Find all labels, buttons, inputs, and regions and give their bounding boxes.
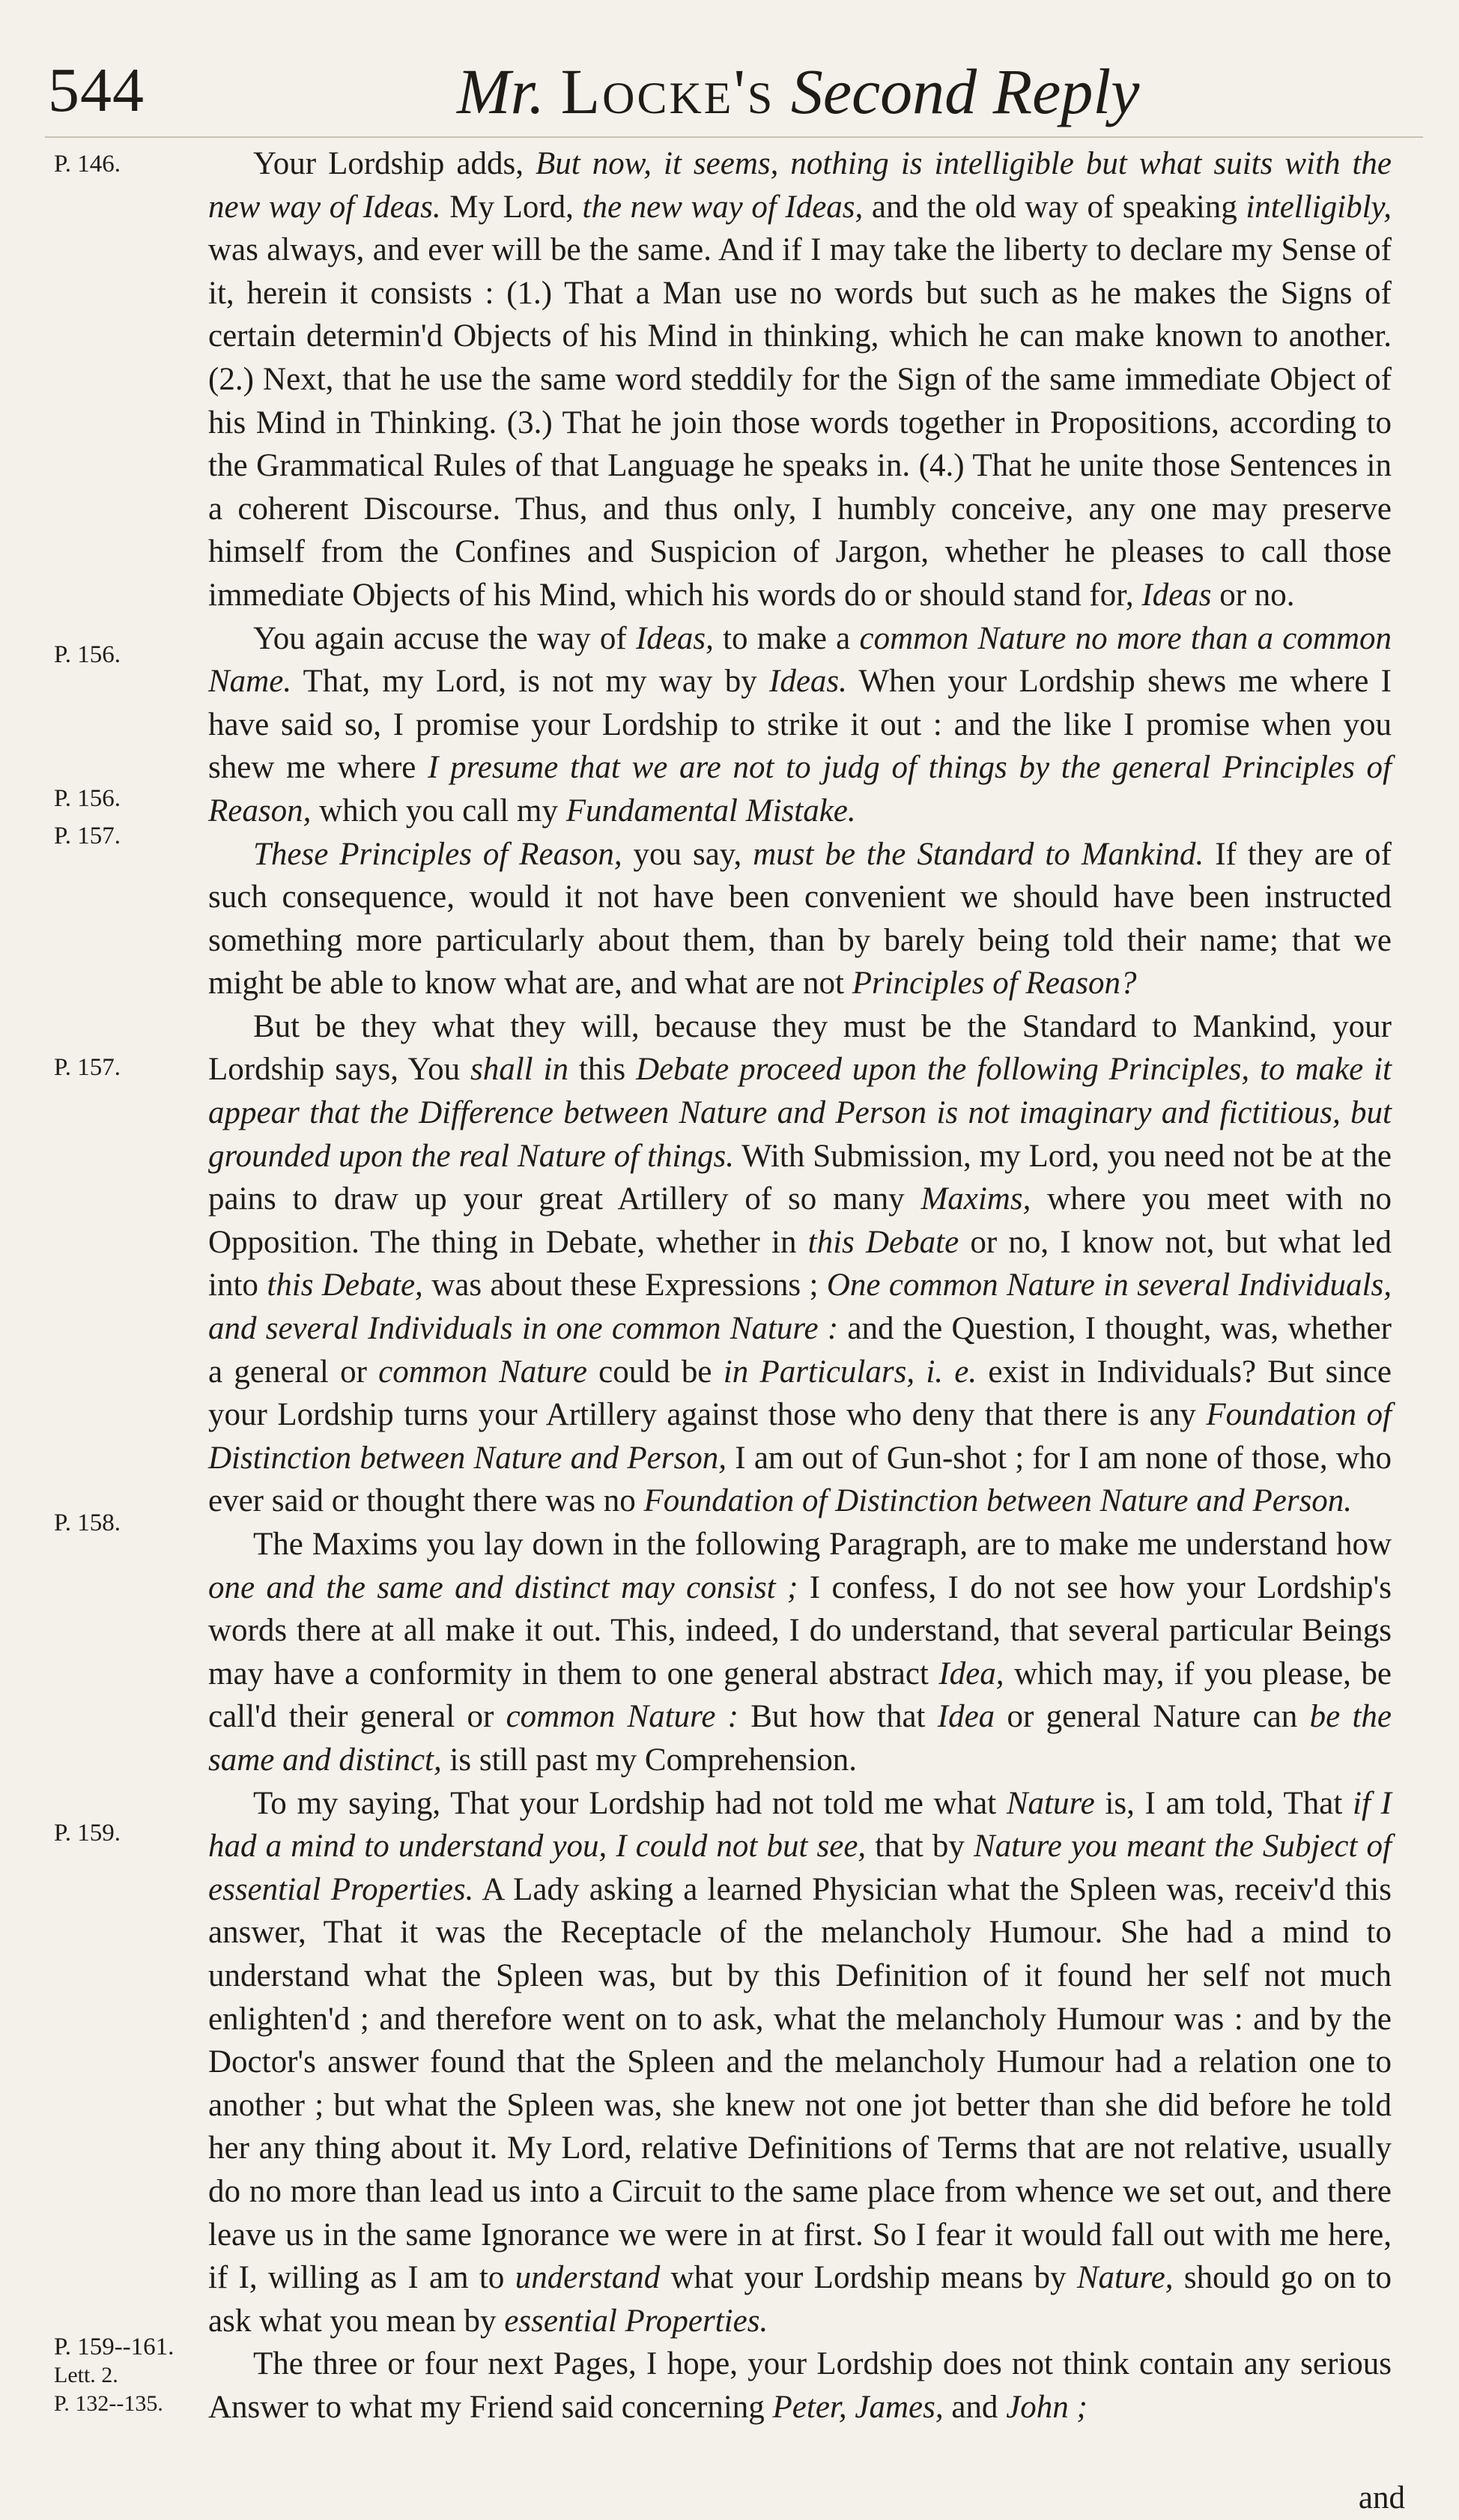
body-text [208, 142, 1392, 2429]
margin-ref: P. 156. [54, 785, 121, 812]
margin-ref: P. 159--161. [54, 2333, 175, 2360]
paragraph: The Maxims you lay down in the following Paragraph, are to make me understand how one and the same and distinct may consist ; I confess, I do not see how your Lordship's words there at all make it out. This, indeed, I do understand, that several particular Beings may have a conformity in them to one general abstract Idea, which may, if you please, be call'd their general or common Nature : But how that Idea or general Nature can be the same and distinct, is still past my Comprehension. [208, 1527, 1392, 1778]
paragraph: The three or four next Pages, I hope, your Lordship does not think contain any serious Answer to what my Friend said concerning Peter, James, and John ; [208, 2346, 1392, 2425]
paragraph: These Principles of Reason, you say, must be the Standard to Mankind. If they are of such consequence, would it not have been convenient we should have been instructed something more particularly about them, than by barely being told their name; that we might be able to know what are, and what are not Principles of Reason? [208, 836, 1392, 1002]
margin-ref: P. 157. [54, 823, 121, 849]
running-title [457, 54, 1139, 129]
margin-ref: P. 158. [54, 1509, 121, 1536]
margin-ref: Lett. 2. [54, 2363, 118, 2387]
page-number: 544 [48, 55, 145, 125]
header-rule [45, 136, 1423, 138]
title-prefix: Mr. [457, 55, 545, 127]
paragraph: You again accuse the way of Ideas, to make a common Nature no more than a common Name. That, my Lord, is not my way by Ideas. When your Lordship shews me where I have said so, I promise your Lordship to strike it out : and the like I promise when you shew me where I presume that we are not to judg of things by the general Principles of Reason, which you call my Fundamental Mistake. [208, 620, 1392, 829]
margin-ref: P. 157. [54, 1054, 121, 1081]
margin-ref: P. 159. [54, 1820, 121, 1847]
margin-ref: P. 132--135. [54, 2391, 163, 2416]
title-rest: Second Reply [790, 55, 1140, 127]
paragraph: To my saying, That your Lordship had not told me what Nature is, I am told, That if I had a mind to understand you, I could not but see, that by Nature you meant the Subject of essential Properties. A Lady asking a learned Physician what the Spleen was, receiv'd this answer, That it was the Receptacle of the melancholy Humour. She had a mind to understand what the Spleen was, but by this Definition of it found her self not much enlighten'd ; and therefore went on to ask, what the melancholy Humour was : and by the Doctor's answer found that the Spleen and the melancholy Humour had a relation one to another ; but what the Spleen was, she knew not one jot better than she did before he told her any thing about it. My Lord, relative Definitions of Terms that are not relative, usually do no more than lead us into a Circuit to the same place from whence we set out, and there leave us in the same Ignorance we were in at first. So I fear it would fall out with me here, if I, willing as I am to understand what your Lordship means by Nature, should go on to ask what you mean by essential Properties. [208, 1785, 1392, 2339]
catchword: and [1358, 2480, 1405, 2516]
paragraph: But be they what they will, because they must be the Standard to Mankind, your Lordship says, You shall in this Debate proceed upon the following Principles, to make it appear that the Difference between Nature and Person is not imaginary and fictitious, but grounded upon the real Nature of things. With Submission, my Lord, you need not be at the pains to draw up your great Artillery of so many Maxims, where you meet with no Opposition. The thing in Debate, whether in this Debate or no, I know not, but what led into this Debate, was about these Expressions ; One common Nature in several Individuals, and several Individuals in one common Nature : and the Question, I thought, was, whether a general or common Nature could be in Particulars, i. e. exist in Individuals? But since your Lordship turns your Artillery against those who deny that there is any Foundation of Distinction between Nature and Person, I am out of Gun-shot ; for I am none of those, who ever said or thought there was no Foundation of Distinction between Nature and Person. [208, 1008, 1392, 1519]
title-name: Locke's [560, 55, 775, 127]
paragraph: Your Lordship adds, But now, it seems, nothing is intelligible but what suits with the new way of Ideas. My Lord, the new way of Ideas, and the old way of speaking intelligibly, was always, and ever will be the same. And if I may take the liberty to declare my Sense of it, herein it consists : (1.) That a Man use no words but such as he makes the Signs of certain determin'd Objects of his Mind in thinking, which he can make known to another. (2.) Next, that he use the same word steddily for the Sign of the same immediate Object of his Mind in Thinking. (3.) That he join those words together in Propositions, according to the Grammatical Rules of that Language he speaks in. (4.) That he unite those Sentences in a coherent Discourse. Thus, and thus only, I humbly conceive, any one may preserve himself from the Confines and Suspicion of Jargon, whether he pleases to call those immediate Objects of his Mind, which his words do or should stand for, Ideas or no. [208, 146, 1392, 613]
margin-ref: P. 146. [54, 151, 121, 178]
margin-ref: P. 156. [54, 641, 121, 668]
